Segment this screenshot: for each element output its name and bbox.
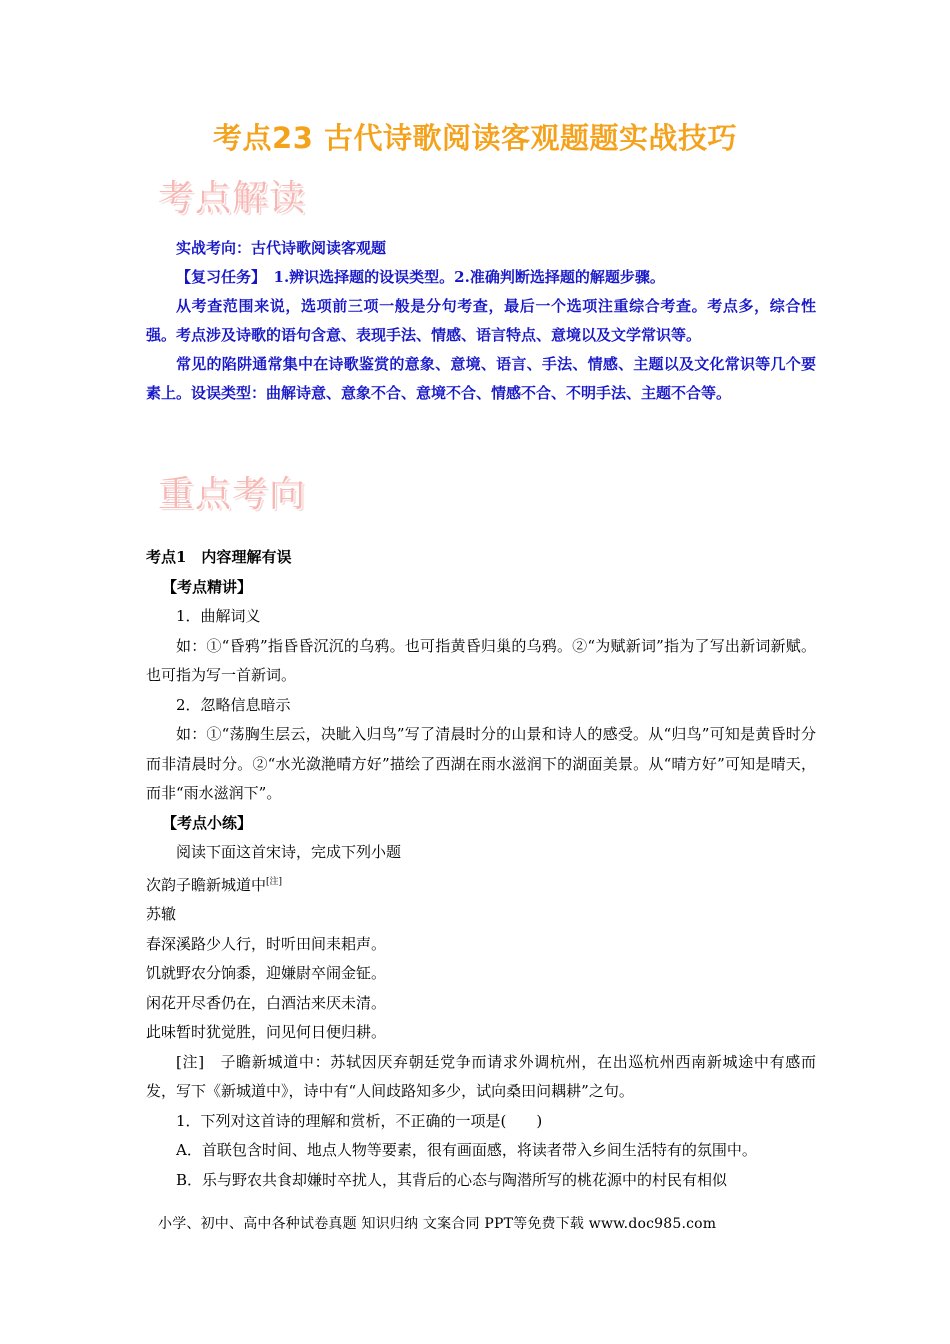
item2-heading: 2．忽略信息暗示 — [176, 695, 291, 714]
poem-line: 闲花开尽香仍在，白酒沽来厌未清。 — [146, 993, 387, 1012]
page-footer: 小学、初中、高中各种试卷真题 知识归纳 文案合同 PPT等免费下载 www.doc985.com — [158, 1216, 717, 1232]
section-heading-kaodian-jiedu: 考点解读 — [158, 178, 307, 219]
question-1: 1．下列对这首诗的理解和赏析，不正确的一项是( ) — [176, 1111, 543, 1130]
blue-line: 实战考向：古代诗歌阅读客观题 — [176, 239, 387, 257]
poem-author: 苏辙 — [146, 905, 177, 923]
jingjiang-heading: 【考点精讲】 — [162, 577, 253, 596]
poem-line: 春深溪路少人行，时听田间耒耜声。 — [146, 934, 387, 953]
poem-title-text: 次韵子瞻新城道中 — [146, 875, 267, 894]
blue-intro-block — [146, 234, 816, 408]
poem-line: 此味暂时犹觉胜，问见何日便归耕。 — [146, 1023, 387, 1041]
poem-title — [146, 868, 816, 901]
doc-title: 考点23 古代诗歌阅读客观题题实战技巧 — [213, 121, 737, 155]
section-heading-zhongdian-kaoxiang: 重点考向 — [158, 474, 307, 515]
poem-line: 饥就野农分饷黍，迎嫌尉卒闹金钲。 — [146, 964, 387, 982]
reading-intro: 阅读下面这首宋诗，完成下列小题 — [176, 843, 402, 861]
blue-line: 从考查范围来说，选项前三项一般是分句考查，最后一个选项注重综合考查。考点多，综合性强。考点涉及诗歌的语句含意、表现手法、情感、语言特点、意境以及文学常识等。 — [146, 297, 816, 344]
option-b: B．乐与野农共食却嫌时卒扰人，其背后的心态与陶潜所写的桃花源中的村民有相似 — [176, 1170, 728, 1189]
poem-note: [注] 子瞻新城道中：苏轼因厌弃朝廷党争而请求外调杭州，在出巡杭州西南新城途中有感而发，写下《新城道中》，诗中有“人间歧路知多少，试向桑田问耦耕”之句。 — [146, 1052, 816, 1100]
main-body — [146, 543, 816, 1195]
kaodian-title: 考点1 内容理解有误 — [146, 548, 292, 566]
item1-text: 如：①“昏鸦”指昏昏沉沉的乌鸦。也可指黄昏归巢的乌鸦。②“为赋新词”指为了写出新词新赋。也可指为写一首新词。 — [146, 636, 816, 684]
blue-line: 【复习任务】 1.辨识选择题的设误类型。2.准确判断选择题的解题步骤。 — [176, 268, 665, 286]
item2-text: 如：①“荡胸生层云，决眦入归鸟”写了清晨时分的山景和诗人的感受。从“归鸟”可知是黄昏时分而非清晨时分。②“水光潋滟晴方好”描绘了西湖在雨水滋润下的湖面美景。从“晴方好”可知是晴天，而非“雨水滋润下”。 — [146, 725, 816, 802]
option-a: A．首联包含时间、地点人物等要素，很有画面感，将读者带入乡间生活特有的氛围中。 — [176, 1141, 757, 1159]
xiaolian-heading: 【考点小练】 — [162, 813, 253, 832]
item1-heading: 1．曲解词义 — [176, 607, 261, 625]
blue-line: 常见的陷阱通常集中在诗歌鉴赏的意象、意境、语言、手法、情感、主题以及文化常识等几个要素上。设误类型：曲解诗意、意象不合、意境不合、情感不合、不明手法、主题不合等。 — [146, 355, 816, 402]
poem-note-mark: [注] — [266, 876, 283, 887]
